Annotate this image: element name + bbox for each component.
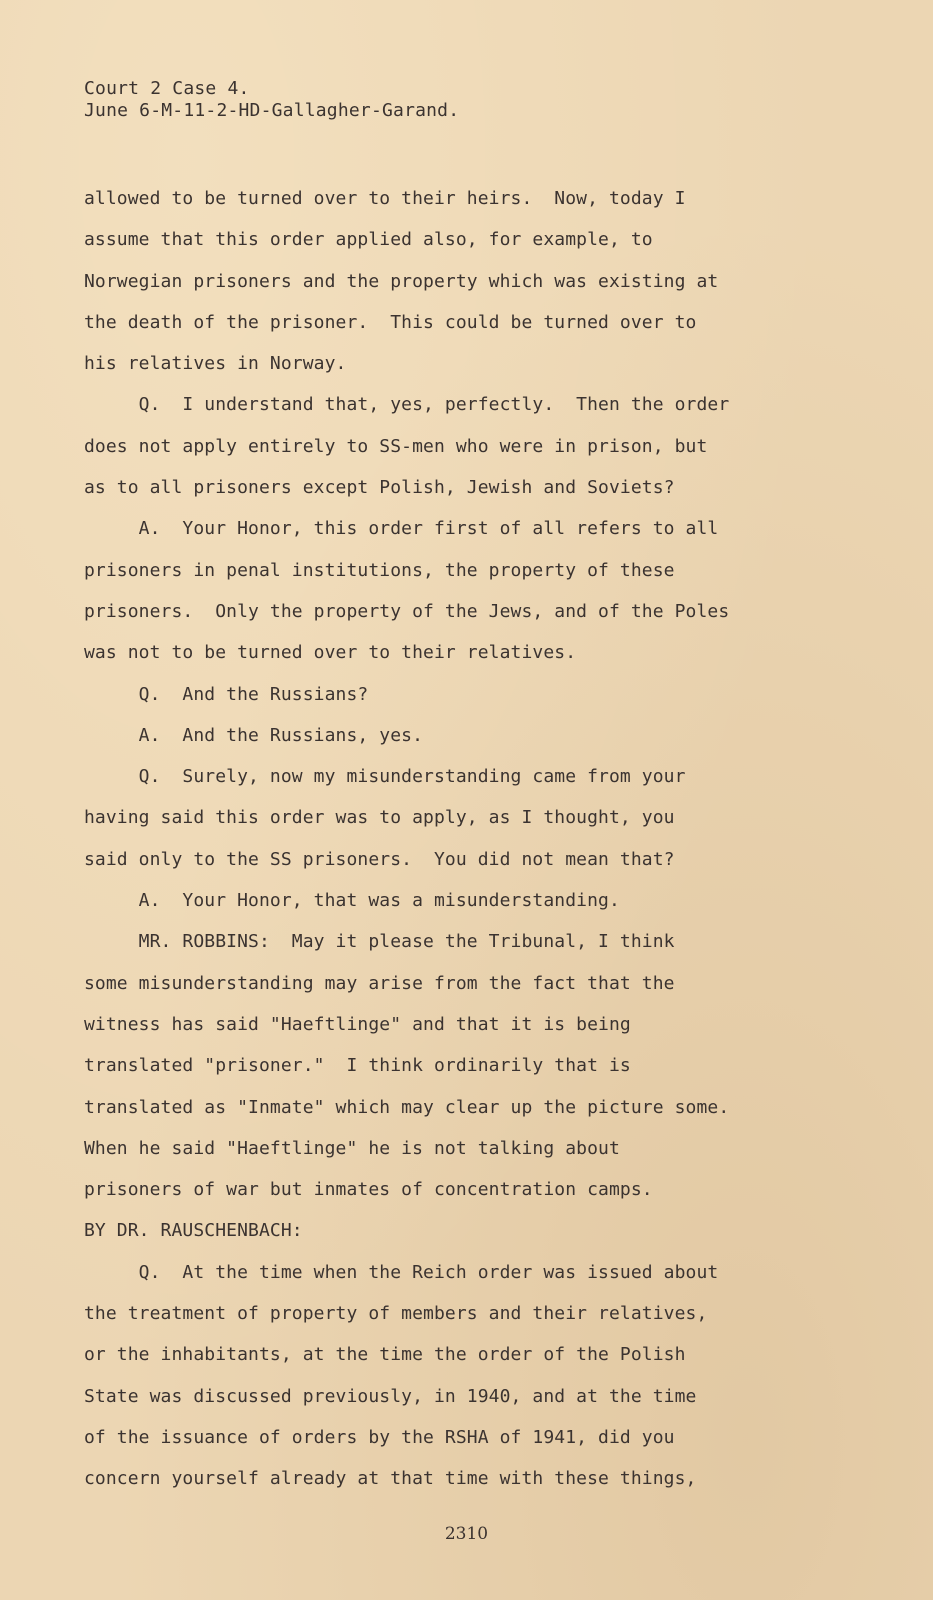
transcript-line: Q. At the time when the Reich order was issued about [84, 1261, 719, 1283]
transcript-line: witness has said "Haeftlinge" and that it is being [84, 1013, 631, 1035]
transcript-line: translated as "Inmate" which may clear up the picture some. [84, 1096, 730, 1118]
header-court-case: Court 2 Case 4. [84, 78, 250, 99]
transcript-line: translated "prisoner." I think ordinarily that is [84, 1055, 631, 1077]
transcript-line: the death of the prisoner. This could be turned over to [84, 311, 697, 333]
transcript-line: BY DR. RAUSCHENBACH: [84, 1220, 303, 1242]
transcript-line: the treatment of property of members and their relatives, [84, 1303, 708, 1325]
transcript-body [84, 178, 874, 1500]
transcript-line: Q. And the Russians? [84, 683, 369, 705]
document-header [84, 78, 459, 122]
transcript-line: having said this order was to apply, as I thought, you [84, 807, 675, 829]
transcript-line: A. Your Honor, that was a misunderstanding. [84, 890, 620, 912]
transcript-line: prisoners. Only the property of the Jews, and of the Poles [84, 600, 730, 622]
transcript-line: When he said "Haeftlinge" he is not talking about [84, 1137, 620, 1159]
transcript-line: said only to the SS prisoners. You did not mean that? [84, 848, 675, 870]
transcript-line: Q. I understand that, yes, perfectly. Then the order [84, 394, 730, 416]
transcript-line: prisoners of war but inmates of concentration camps. [84, 1179, 653, 1201]
transcript-line: does not apply entirely to SS-men who were in prison, but [84, 435, 708, 457]
transcript-line: was not to be turned over to their relatives. [84, 642, 577, 664]
transcript-line: Q. Surely, now my misunderstanding came from your [84, 766, 686, 788]
transcript-line: allowed to be turned over to their heirs. Now, today I [84, 188, 686, 209]
page-number: 2310 [444, 1524, 489, 1544]
transcript-line: State was discussed previously, in 1940, and at the time [84, 1385, 697, 1407]
transcript-line: some misunderstanding may arise from the fact that the [84, 972, 675, 994]
header-session-info: June 6-M-11-2-HD-Gallagher-Garand. [84, 100, 460, 121]
transcript-line: as to all prisoners except Polish, Jewish and Soviets? [84, 477, 675, 499]
transcript-line: concern yourself already at that time with these things, [84, 1468, 697, 1490]
transcript-line: Norwegian prisoners and the property which was existing at [84, 270, 719, 292]
transcript-line: his relatives in Norway. [84, 353, 347, 375]
transcript-line: of the issuance of orders by the RSHA of 1941, did you [84, 1426, 675, 1448]
transcript-line: A. And the Russians, yes. [84, 724, 424, 746]
transcript-line: assume that this order applied also, for example, to [84, 229, 653, 251]
transcript-line: MR. ROBBINS: May it please the Tribunal, I think [84, 931, 675, 953]
transcript-line: prisoners in penal institutions, the property of these [84, 559, 675, 581]
transcript-line: A. Your Honor, this order first of all refers to all [84, 518, 719, 540]
transcript-line: or the inhabitants, at the time the order of the Polish [84, 1344, 686, 1366]
